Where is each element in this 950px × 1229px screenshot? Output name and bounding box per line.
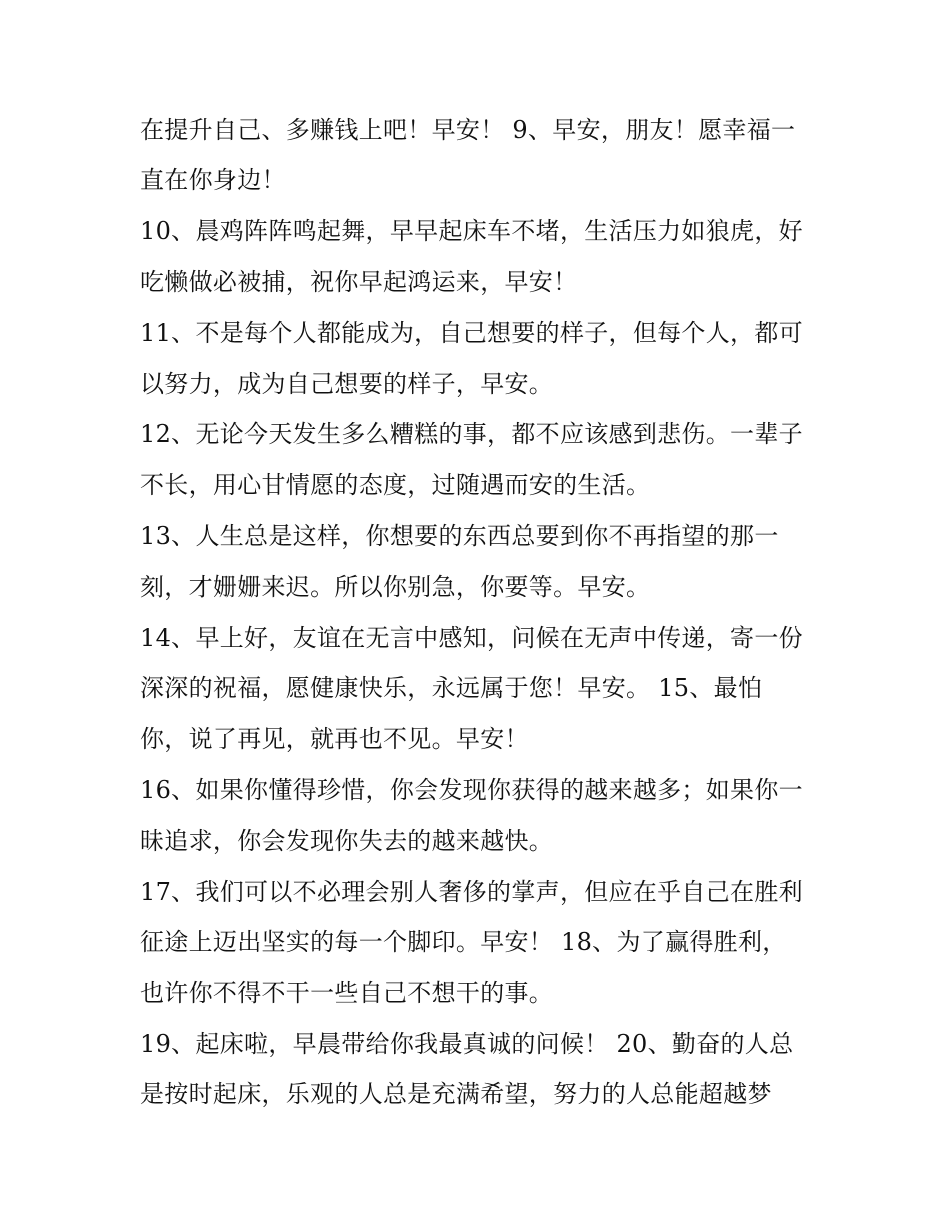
text-line: 直在你身边！ [140,166,286,194]
text-line: 16、如果你懂得珍惜，你会发现你获得的越来越多；如果你一 [140,776,803,804]
text-line: 13、人生总是这样，你想要的东西总要到你不再指望的那一 [140,522,779,550]
text-line: 也许你不得不干一些自己不想干的事。 [140,979,554,1007]
text-line: 17、我们可以不必理会别人奢侈的掌声，但应在乎自己在胜利 [140,878,803,906]
text-line: 吃懒做必被捕，祝你早起鸿运来，早安！ [140,268,578,296]
text-line: 14、早上好，友谊在无言中感知，问候在无声中传递，寄一份 [140,624,803,652]
text-line: 10、晨鸡阵阵鸣起舞，早早起床车不堵，生活压力如狼虎，好 [140,217,803,245]
text-line: 19、起床啦，早晨带给你我最真诚的问候！ 20、勤奋的人总 [140,1030,794,1058]
text-line: 不长，用心甘情愿的态度，过随遇而安的生活。 [140,471,651,499]
text-line: 11、不是每个人都能成为，自己想要的样子，但每个人，都可 [140,319,803,347]
text-line: 昧追求，你会发现你失去的越来越快。 [140,827,554,855]
text-line: 以努力，成为自己想要的样子，早安。 [140,370,554,398]
text-line: 刻，才姗姗来迟。所以你别急，你要等。早安。 [140,573,651,601]
text-line: 征途上迈出坚实的每一个脚印。早安！ 18、为了赢得胜利， [140,928,787,956]
text-line: 是按时起床，乐观的人总是充满希望，努力的人总能超越梦 [140,1080,772,1108]
text-line: 深深的祝福，愿健康快乐，永远属于您！早安。 15、最怕 [140,674,763,702]
text-line: 12、无论今天发生多么糟糕的事，都不应该感到悲伤。一辈子 [140,420,803,448]
text-line: 在提升自己、多赚钱上吧！早安！ 9、早安，朋友！愿幸福一 [140,116,796,144]
text-line: 你，说了再见，就再也不见。早安！ [140,725,529,753]
